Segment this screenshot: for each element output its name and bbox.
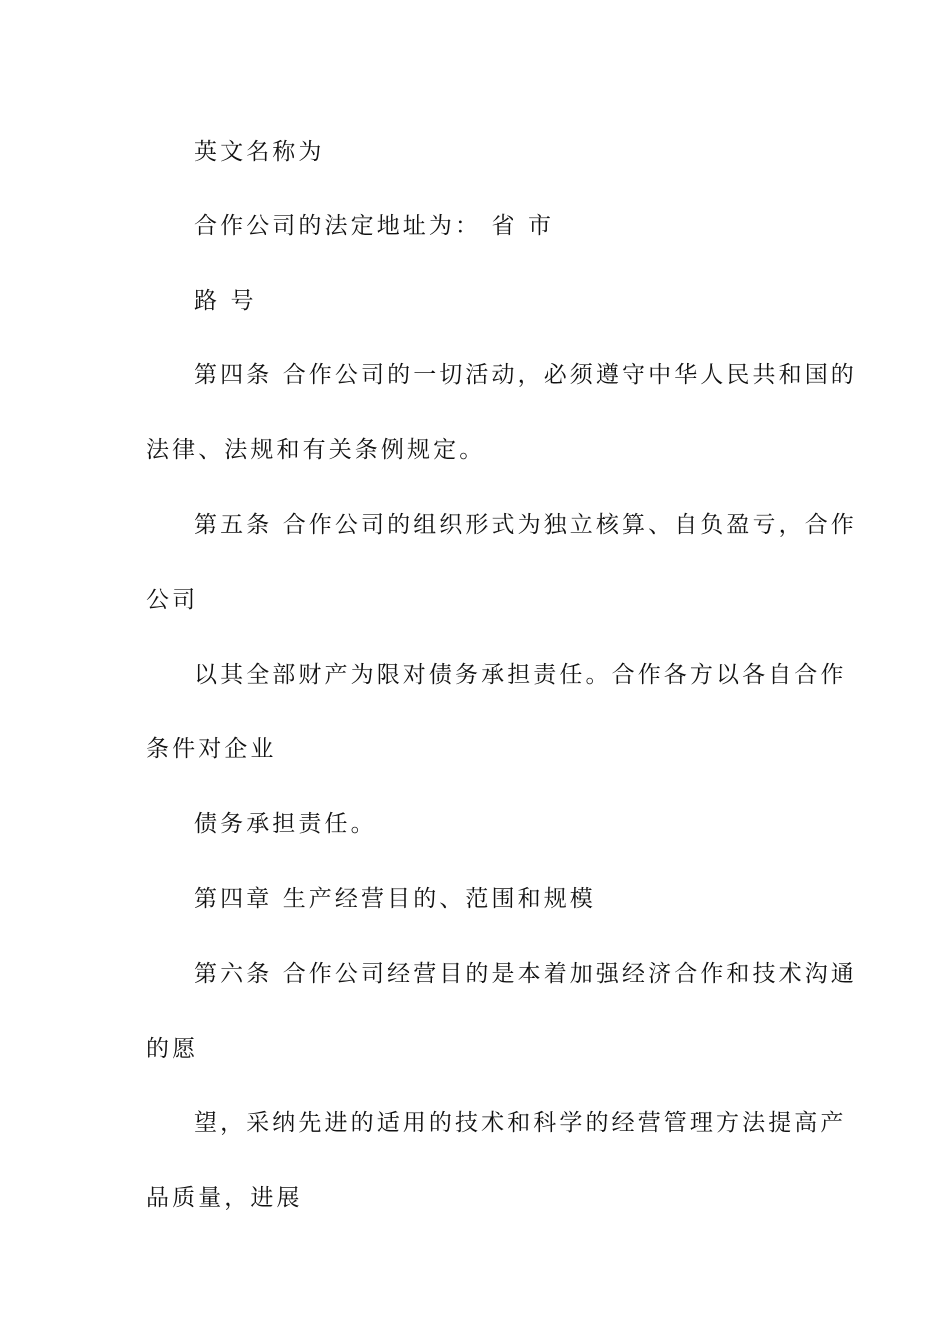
chapter-heading: 第四章 生产经营目的、范围和规模 [194,886,596,912]
text-line: 合作公司的法定地址为： 省 市 [194,213,555,239]
text-line: 路 号 [194,288,257,314]
text-line: 公司 [146,587,199,613]
text-line: 债务承担责任。 [194,811,377,837]
text-line: 第四条 合作公司的一切活动，必须遵守中华人民共和国的 [194,362,857,388]
text-line: 第五条 合作公司的组织形式为独立核算、自负盈亏，合作 [194,512,857,538]
text-line: 品质量，进展 [146,1185,303,1211]
text-line: 的愿 [146,1036,199,1062]
text-line: 英文名称为 [194,139,325,165]
text-line: 法律、法规和有关条例规定。 [146,437,486,463]
text-line: 条件对企业 [146,736,277,762]
text-line: 第六条 合作公司经营目的是本着加强经济合作和技术沟通 [194,961,857,987]
text-line: 望，采纳先进的适用的技术和科学的经营管理方法提高产 [194,1110,847,1136]
text-line: 以其全部财产为限对债务承担责任。合作各方以各自合作 [194,662,847,688]
